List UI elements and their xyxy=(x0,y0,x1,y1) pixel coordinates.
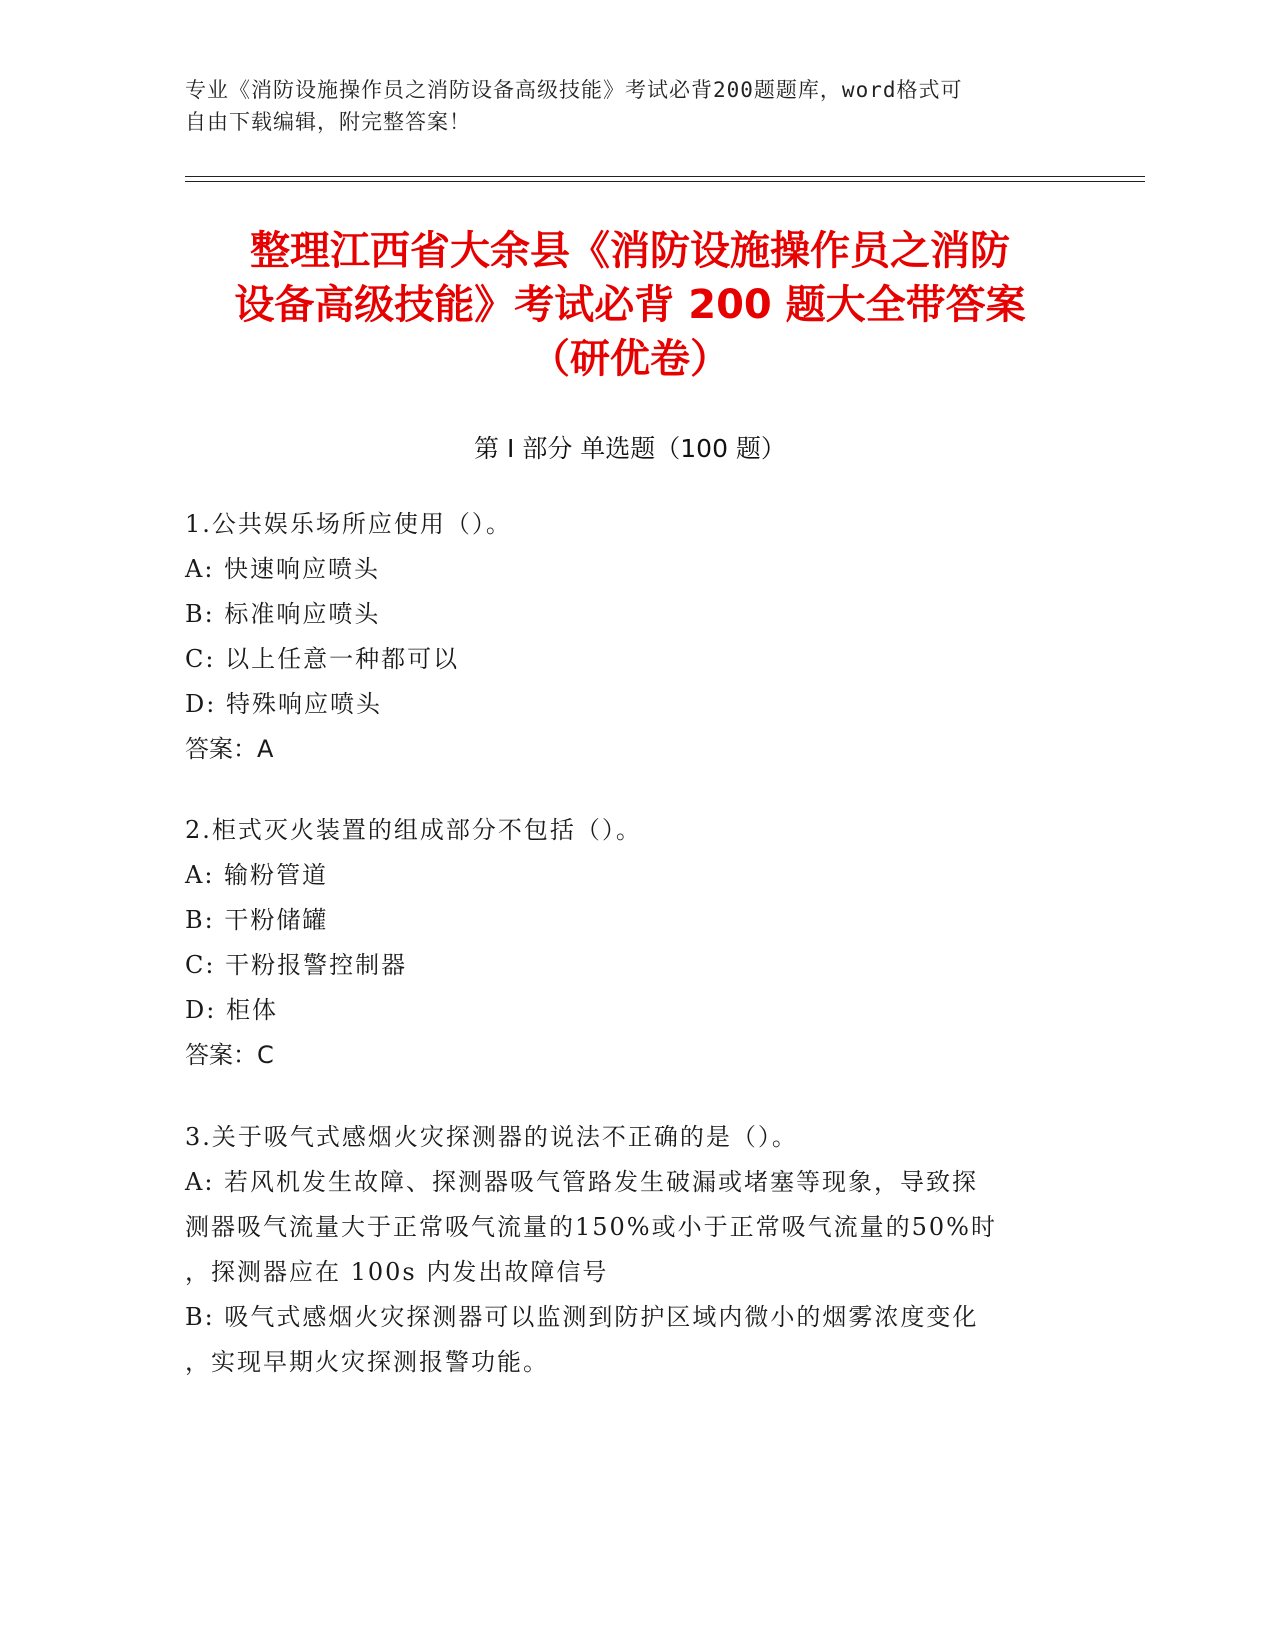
option-b: B: 标准响应喷头 xyxy=(185,600,381,628)
option-a-line-1: A: 若风机发生故障、探测器吸气管路发生破漏或堵塞等现象，导致探 xyxy=(185,1168,979,1196)
option-a: A: 快速响应喷头 xyxy=(185,555,381,583)
document-title xyxy=(185,224,1075,386)
option-c: C: 干粉报警控制器 xyxy=(185,951,408,979)
header-note xyxy=(185,74,1065,138)
question-stem: 1.公共娱乐场所应使用（）。 xyxy=(185,510,512,538)
title-line-2: 设备高级技能》考试必背 200 题大全带答案 xyxy=(234,282,1026,328)
header-note-line-2: 自由下载编辑，附完整答案！ xyxy=(185,110,471,134)
option-a-line-3: ，探测器应在 100s 内发出故障信号 xyxy=(185,1258,609,1286)
question-stem: 2.柜式灭火装置的组成部分不包括（）。 xyxy=(185,816,642,844)
option-d: D: 柜体 xyxy=(185,996,278,1024)
question-1 xyxy=(185,502,1065,772)
header-divider-top xyxy=(185,176,1145,177)
option-c: C: 以上任意一种都可以 xyxy=(185,645,460,673)
question-stem: 3.关于吸气式感烟火灾探测器的说法不正确的是（）。 xyxy=(185,1123,798,1151)
option-d: D: 特殊响应喷头 xyxy=(185,690,382,718)
question-3 xyxy=(185,1115,1065,1385)
header-note-line-1: 专业《消防设施操作员之消防设备高级技能》考试必背200题题库，word格式可 xyxy=(185,78,963,102)
option-a: A: 输粉管道 xyxy=(185,861,329,889)
option-b: B: 干粉储罐 xyxy=(185,906,329,934)
option-b-line-2: ，实现早期火灾探测报警功能。 xyxy=(185,1348,549,1376)
section-heading: 第 I 部分 单选题（100 题） xyxy=(474,434,786,463)
answer: 答案：C xyxy=(185,1041,274,1069)
question-2 xyxy=(185,808,1065,1078)
header-divider-bottom xyxy=(185,181,1145,182)
option-a-line-2: 测器吸气流量大于正常吸气流量的150%或小于正常吸气流量的50%时 xyxy=(185,1213,997,1241)
title-line-1: 整理江西省大余县《消防设施操作员之消防 xyxy=(250,228,1010,274)
answer: 答案：A xyxy=(185,735,274,763)
option-b-line-1: B: 吸气式感烟火灾探测器可以监测到防护区域内微小的烟雾浓度变化 xyxy=(185,1303,979,1331)
title-line-3: （研优卷） xyxy=(530,336,730,382)
